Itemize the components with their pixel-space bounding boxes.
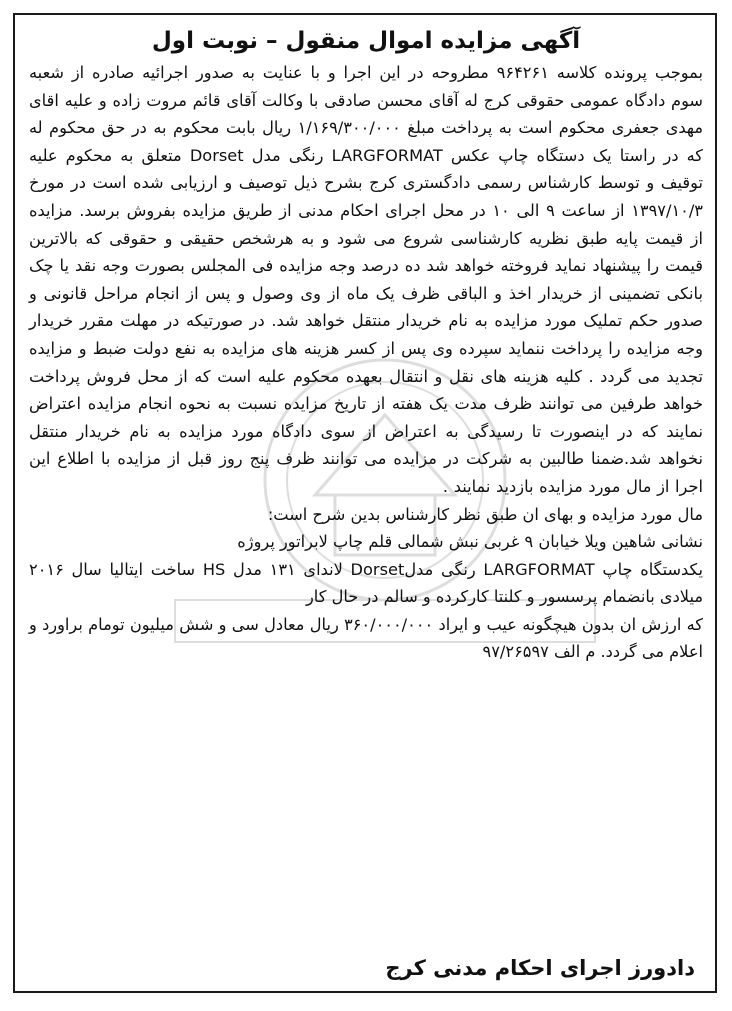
- notice-content: [29, 25, 703, 666]
- item-intro: مال مورد مزایده و بهای ان طبق نظر کارشناس بدین شرح است:: [267, 504, 703, 524]
- item-description: یکدستگاه چاپ LARGFORMAT رنگی مدلDorset لاندای ۱۳۱ مدل HS ساخت ایتالیا سال ۲۰۱۶ میلادی بانضمام پرسسور و کلنتا کارکرده و سالم در حال کار: [29, 559, 703, 607]
- notice-title: آگهی مزایده اموال منقول – نوبت اول: [151, 28, 581, 54]
- item-address: نشانی شاهین ویلا خیابان ۹ غربی نبش شمالی قلم چاپ لابراتور پروژه: [237, 532, 703, 552]
- notice-body: بموجب پرونده کلاسه ۹۶۴۲۶۱ مطروحه در این اجرا و با عنایت به صدور اجرائیه صادره از شعبه سوم دادگاه عمومی حقوقی کرج له آقای محسن صادقی با وکالت آقای قائم مروت زاده و علیه اقای مهدی جعفری محکوم است به پرداخت مبلغ ۱/۱۶۹/۳۰۰/۰۰۰ ریال بابت محکوم به در حق محکوم له که در راستا یک دستگاه چاپ عکس LARGFORMAT رنگی مدل Dorset متعلق به محکوم علیه توقیف و توسط کارشناس رسمی دادگستری کرج بشرح ذیل توصیف و ارزیابی شده است در مورخ ۱۳۹۷/۱۰/۳ از ساعت ۹ الی ۱۰ در محل اجرای احکام مدنی از طریق مزایده بفروش برسد. مزایده از قیمت پایه طبق نظریه کارشناسی شروع می شود و به هرشخص حقیقی و حقوقی که بالاترین قیمت را پیشنهاد نماید فروخته خواهد شد ده درصد وجه مزایده فی المجلس بصورت وجه نقد یا چک بانکی تضمینی از خریدار اخذ و الباقی ظرف یک ماه از وی وصول و پس از انجام مراحل قانونی و صدور حکم تملیک مورد مزایده به نام خریدار منتقل خواهد شد. در صورتیکه در مهلت مقرر خریدار وجه مزایده را پرداخت ننماید سپرده وی پس از کسر هزینه های مزایده به نفع دولت ضبط و مزایده تجدید می گردد . کلیه هزینه های نقل و انتقال بعهده محکوم علیه است که از محل فروش پرداخت خواهد طرفین می توانند ظرف مدت یک هفته از تاریخ مزایده نسبت به نحوه انجام مزایده اعتراض نمایند که در اینصورت تا رسیدگی به اعتراض از سوی دادگاه مورد مزایده به نام خریدار منتقل نخواهد شد.ضمنا طالبین به شرکت در مزایده می توانند ظرف پنج روز قبل از مزایده با اطلاع این اجرا از مال مورد مزایده بازدید نمایند .: [29, 63, 704, 496]
- notice-frame: [13, 13, 717, 993]
- signature: دادورز اجرای احکام مدنی کرج: [385, 956, 695, 980]
- item-valuation: که ارزش ان بدون هیچگونه عیب و ایراد ۳۶۰/۰۰۰/۰۰۰ ریال معادل سی و شش میلیون تومام براورد و اعلام می گردد. م الف ۹۷/۲۶۵۹۷: [29, 614, 703, 662]
